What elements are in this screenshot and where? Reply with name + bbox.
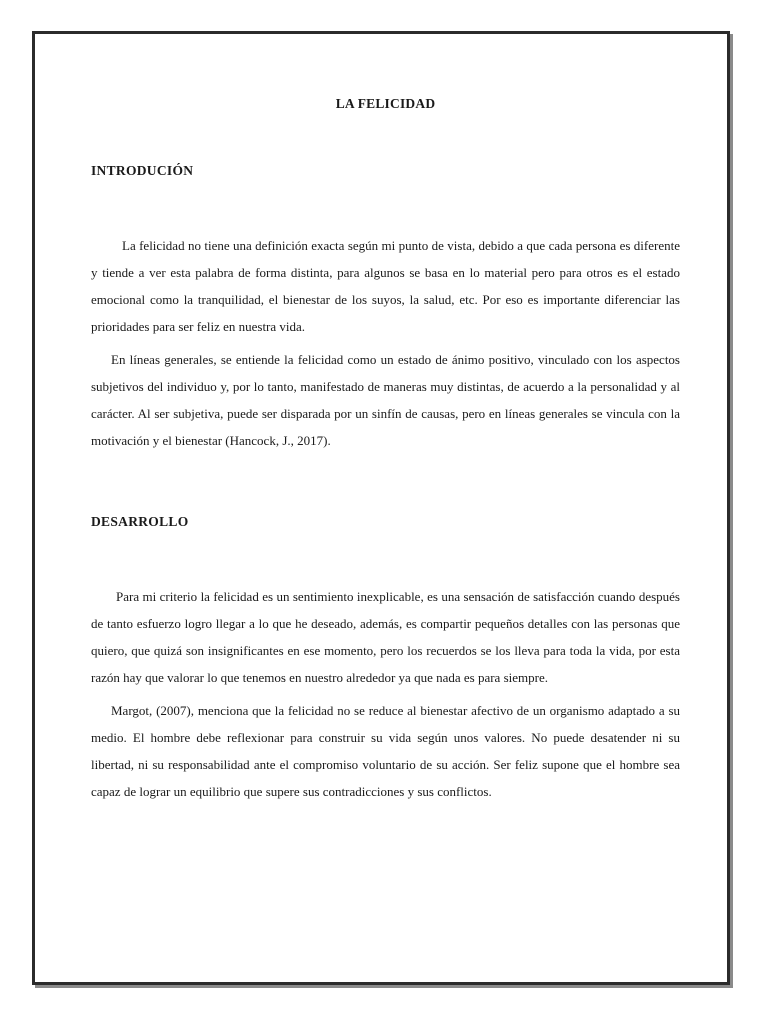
section-heading-desarrollo: DESARROLLO (91, 514, 189, 529)
paragraph: La felicidad no tiene una definición exacta según mi punto de vista, debido a que cada persona es diferente y tiende a ver esta palabra de forma distinta, para algunos se basa en lo material pero para otros es el estado emocional como la tranquilidad, el bienestar de los suyos, la salud, etc. Por eso es importante diferenciar las prioridades para ser feliz en nuestra vida. (91, 238, 680, 334)
paragraph: Para mi criterio la felicidad es un sentimiento inexplicable, es una sensación de satisfacción cuando después de tanto esfuerzo logro llegar a lo que he deseado, además, es compartir pequeños detalles con las personas que quiero, que quizá son insignificantes en ese momento, pero los recuerdos se los lleva para toda la vida, por esta razón hay que valorar lo que tenemos en nuestro alrededor ya que nada es para siempre. (91, 589, 680, 685)
paragraph: Margot, (2007), menciona que la felicidad no se reduce al bienestar afectivo de un organismo adaptado a su medio. El hombre debe reflexionar para construir su vida según unos valores. No puede desatender ni su libertad, ni su responsabilidad ante el compromiso voluntario de su acción. Ser feliz supone que el hombre sea capaz de lograr un equilibrio que supere sus contradicciones y sus conflictos. (91, 703, 680, 799)
document-page (32, 31, 730, 985)
section-heading-introduction: INTRODUCIÓN (91, 163, 194, 178)
document-title: LA FELICIDAD (335, 96, 436, 111)
paragraph: En líneas generales, se entiende la felicidad como un estado de ánimo positivo, vinculado con los aspectos subjetivos del individuo y, por lo tanto, manifestado de maneras muy distintas, de acuerdo a la personalidad y al carácter. Al ser subjetiva, puede ser disparada por un sinfín de causas, pero en líneas generales se vincula con la motivación y el bienestar (Hancock, J., 2017). (91, 352, 680, 448)
document-body (91, 96, 680, 805)
